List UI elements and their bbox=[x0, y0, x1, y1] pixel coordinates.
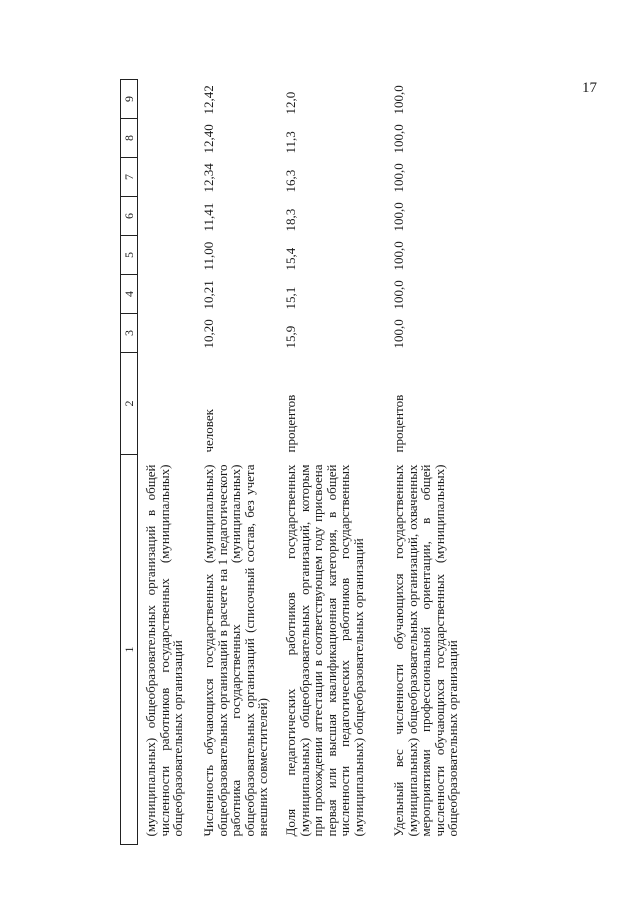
row-value: 12,42 bbox=[201, 85, 216, 115]
rotated-table-container bbox=[120, 80, 472, 845]
table-row bbox=[385, 80, 472, 845]
row-value bbox=[138, 197, 196, 236]
row-value: 100,0 bbox=[391, 163, 406, 193]
row-unit: процентов bbox=[391, 394, 406, 453]
row-value: 12,40 bbox=[201, 124, 216, 154]
row-value: 10,20 bbox=[201, 319, 216, 349]
row-value bbox=[138, 119, 196, 158]
row-value: 100,0 bbox=[391, 202, 406, 232]
row-value: 15,1 bbox=[283, 286, 298, 310]
table-row bbox=[277, 80, 385, 845]
row-value: 12,0 bbox=[283, 91, 298, 115]
header-cell: 6 bbox=[121, 197, 138, 236]
row-value: 15,9 bbox=[283, 325, 298, 349]
table-body bbox=[138, 80, 473, 845]
row-unit: человек bbox=[201, 409, 216, 453]
row-description: Доля педагогических работников государственных (муниципальных) общеобразовательных организаций, которым при прохождении аттестации в соответствующем году присвоена первая или высшая квалификационная категория, в общей численности педагогических работников государственных (муниципальных) общеобразовательных организаций bbox=[283, 464, 366, 837]
row-value: 16,3 bbox=[283, 169, 298, 193]
row-unit: процентов bbox=[283, 394, 298, 453]
table-row bbox=[195, 80, 277, 845]
header-cell: 3 bbox=[121, 314, 138, 353]
header-cell: 8 bbox=[121, 119, 138, 158]
row-value bbox=[138, 314, 196, 353]
row-value: 18,3 bbox=[283, 208, 298, 232]
row-description: Численность обучающихся государственных (муниципальных) общеобразовательных организаций в расчете на 1 педагогического работника государственных (муниципальных) общеобразовательных организаций (списочный состав, без учета внешних совместителей) bbox=[201, 464, 270, 837]
row-value: 100,0 bbox=[391, 85, 406, 115]
row-value bbox=[138, 236, 196, 275]
header-cell: 4 bbox=[121, 275, 138, 314]
table-row bbox=[138, 80, 196, 845]
row-value: 100,0 bbox=[391, 241, 406, 271]
row-value: 100,0 bbox=[391, 319, 406, 349]
row-value: 100,0 bbox=[391, 124, 406, 154]
row-value bbox=[138, 80, 196, 119]
header-row bbox=[121, 80, 138, 845]
row-value: 12,34 bbox=[201, 163, 216, 193]
table-header bbox=[121, 80, 138, 845]
row-value: 11,41 bbox=[201, 202, 216, 232]
row-value bbox=[138, 275, 196, 314]
header-cell: 5 bbox=[121, 236, 138, 275]
header-cell: 7 bbox=[121, 158, 138, 197]
header-cell: 9 bbox=[121, 80, 138, 119]
row-value: 100,0 bbox=[391, 280, 406, 310]
row-description: (муниципальных) общеобразовательных организаций в общей численности работников государственных (муниципальных) общеобразовательных организаций bbox=[143, 464, 185, 837]
row-unit bbox=[138, 353, 196, 455]
page-number: 17 bbox=[582, 80, 597, 96]
row-description: Удельный вес численности обучающихся государственных (муниципальных) общеобразовательных организаций, охваченных мероприятиями профессиональной ориентации, в общей численности обучающихся государственных (муниципальных) общеобразовательных организаций bbox=[391, 464, 460, 837]
row-value: 11,00 bbox=[201, 241, 216, 271]
row-value: 15,4 bbox=[283, 247, 298, 271]
row-value: 11,3 bbox=[283, 131, 298, 154]
row-value bbox=[138, 158, 196, 197]
header-cell: 1 bbox=[121, 455, 138, 845]
indicators-table bbox=[120, 79, 472, 845]
header-cell: 2 bbox=[121, 353, 138, 455]
row-value: 10,21 bbox=[201, 280, 216, 310]
